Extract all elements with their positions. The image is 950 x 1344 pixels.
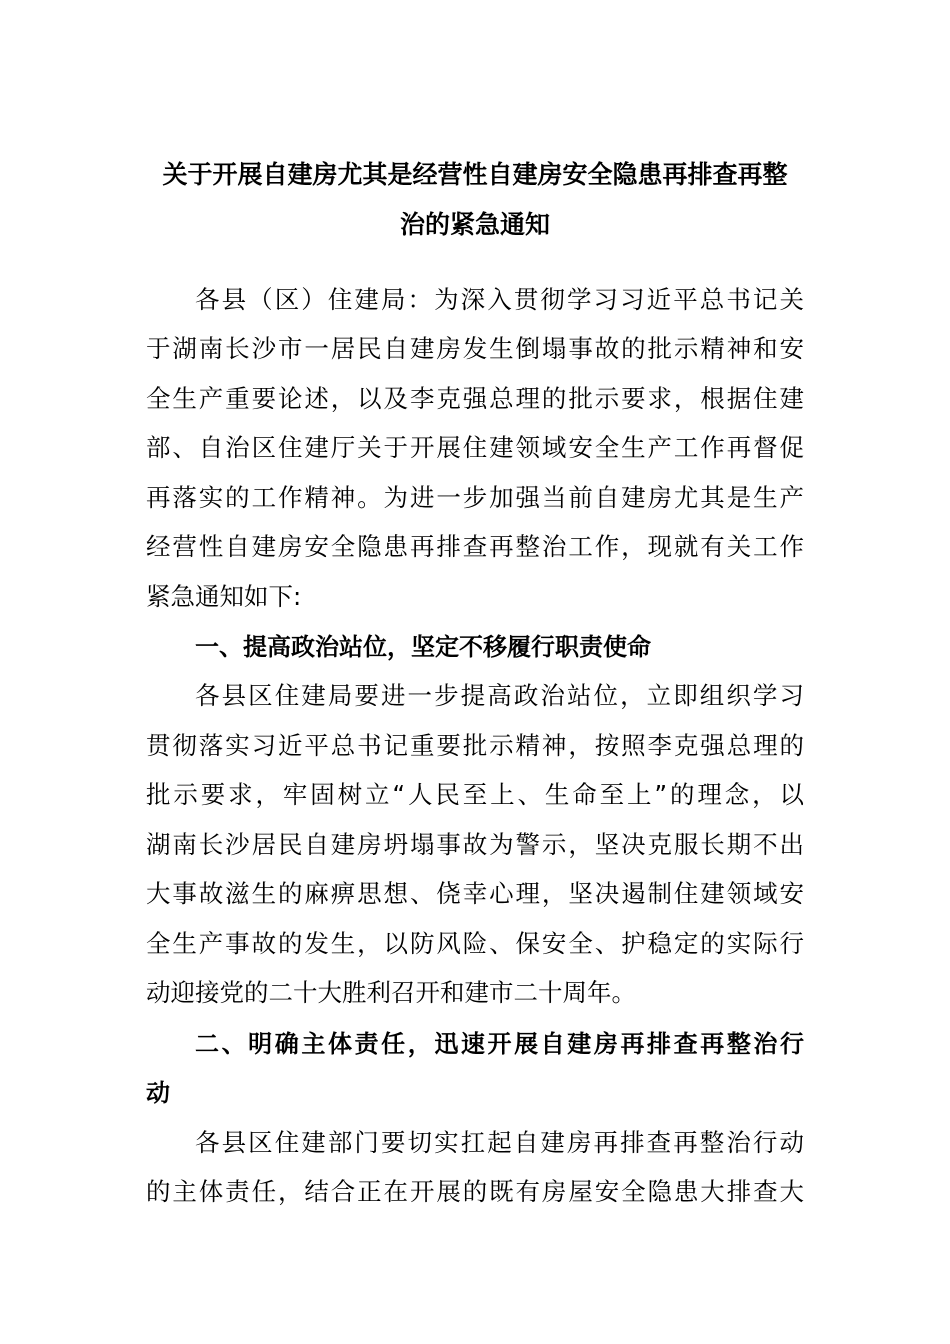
document-title-line-1: 关于开展自建房尤其是经营性自建房安全隐患再排查再整 [162, 160, 788, 189]
body-line: 紧急通知如下: [146, 582, 302, 611]
body-line: 湖南长沙居民自建房坍塌事故为警示，坚决克服长期不出 [146, 830, 804, 859]
body-line: 的主体责任，结合正在开展的既有房屋安全隐患大排查大 [146, 1177, 804, 1206]
document-title-line-2: 治的紧急通知 [399, 210, 550, 239]
section-heading-1: 一、提高政治站位，坚定不移履行职责使命 [195, 633, 651, 661]
body-line: 经营性自建房安全隐患再排查再整治工作，现就有关工作 [146, 532, 804, 561]
body-line: 大事故滋生的麻痹思想、侥幸心理，坚决遏制住建领域安 [146, 879, 804, 908]
body-line: 各县区住建部门要切实扛起自建房再排查再整治行动 [195, 1128, 804, 1157]
section-heading-2: 二、明确主体责任，迅速开展自建房再排查再整治行 [195, 1030, 804, 1058]
body-line: 全生产事故的发生，以防风险、保安全、护稳定的实际行 [146, 929, 804, 958]
body-line: 各县区住建局要进一步提高政治站位，立即组织学习 [195, 681, 804, 710]
body-line: 部、自治区住建厅关于开展住建领域安全生产工作再督促 [146, 433, 804, 462]
body-line: 再落实的工作精神。为进一步加强当前自建房尤其是生产 [146, 483, 804, 512]
body-line: 贯彻落实习近平总书记重要批示精神，按照李克强总理的 [146, 731, 804, 760]
body-line: 各县（区）住建局：为深入贯彻学习习近平总书记关 [195, 285, 804, 314]
section-heading-2-cont: 动 [146, 1079, 170, 1107]
body-line: 于湖南长沙市一居民自建房发生倒塌事故的批示精神和安 [146, 334, 804, 363]
body-line: 动迎接党的二十大胜利召开和建市二十周年。 [146, 978, 636, 1007]
body-line: 批示要求，牢固树立“人民至上、生命至上”的理念，以 [146, 780, 804, 809]
body-line: 全生产重要论述，以及李克强总理的批示要求，根据住建 [146, 384, 804, 413]
